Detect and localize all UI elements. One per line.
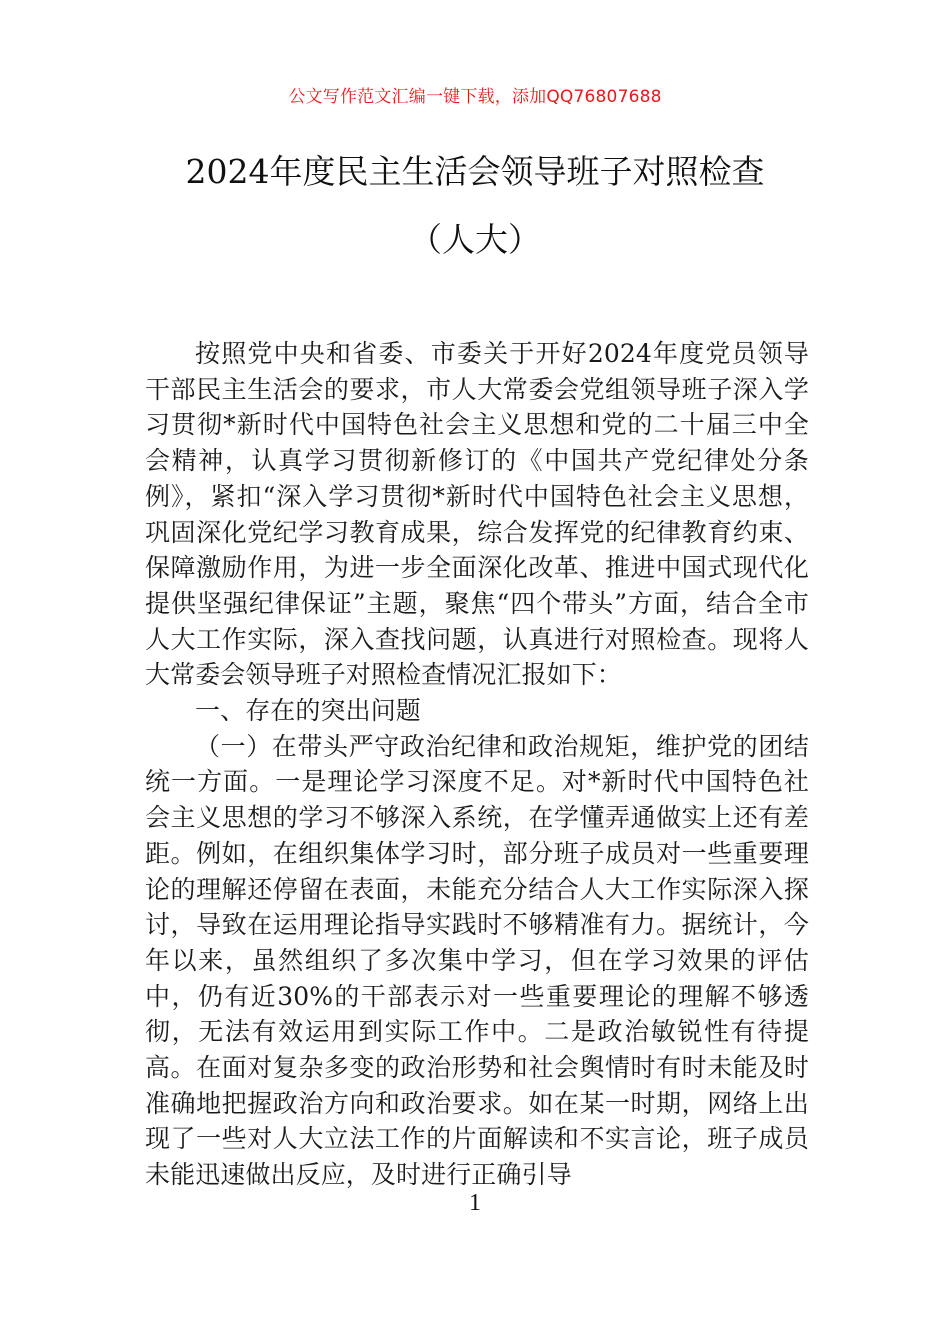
document-body xyxy=(145,336,809,1193)
page-number: 1 xyxy=(469,1190,481,1216)
watermark-banner: 公文写作范文汇编一键下载，添加QQ76807688 xyxy=(288,87,662,107)
section-heading: 一、存在的突出问题 xyxy=(195,696,421,726)
body-paragraph: （一）在带头严守政治纪律和政治规矩，维护党的团结统一方面。一是理论学习深度不足。对*新时代中国特色社会主义思想的学习不够深入系统，在学懂弄通做实上还有差距。例如，在组织集体学习时，部分班子成员对一些重要理论的理解还停留在表面，未能充分结合人大工作实际深入探讨，导致在运用理论指导实践时不够精准有力。据统计，今年以来，虽然组织了多次集中学习，但在学习效果的评估中，仍有近30%的干部表示对一些重要理论的理解不够透彻，无法有效运用到实际工作中。二是政治敏锐性有待提高。在面对复杂多变的政治形势和社会舆情时有时未能及时准确地把握政治方向和政治要求。如在某一时期，网络上出现了一些对人大立法工作的片面解读和不实言论，班子成员未能迅速做出反应，及时进行正确引导 xyxy=(145,731,809,1190)
intro-paragraph: 按照党中央和省委、市委关于开好2024年度党员领导干部民主生活会的要求，市人大常委会党组领导班子深入学习贯彻*新时代中国特色社会主义思想和党的二十届三中全会精神，认真学习贯彻新修订的《中国共产党纪律处分条例》，紧扣“深入学习贯彻*新时代中国特色社会主义思想，巩固深化党纪学习教育成果，综合发挥党的纪律教育约束、保障激励作用，为进一步全面深化改革、推进中国式现代化提供坚强纪律保证”主题，聚焦“四个带头”方面，结合全市人大工作实际，深入查找问题，认真进行对照检查。现将人大常委会领导班子对照检查情况汇报如下： xyxy=(145,339,809,690)
document-subtitle: （人大） xyxy=(409,220,541,259)
document-title: 2024年度民主生活会领导班子对照检查 xyxy=(185,152,765,191)
